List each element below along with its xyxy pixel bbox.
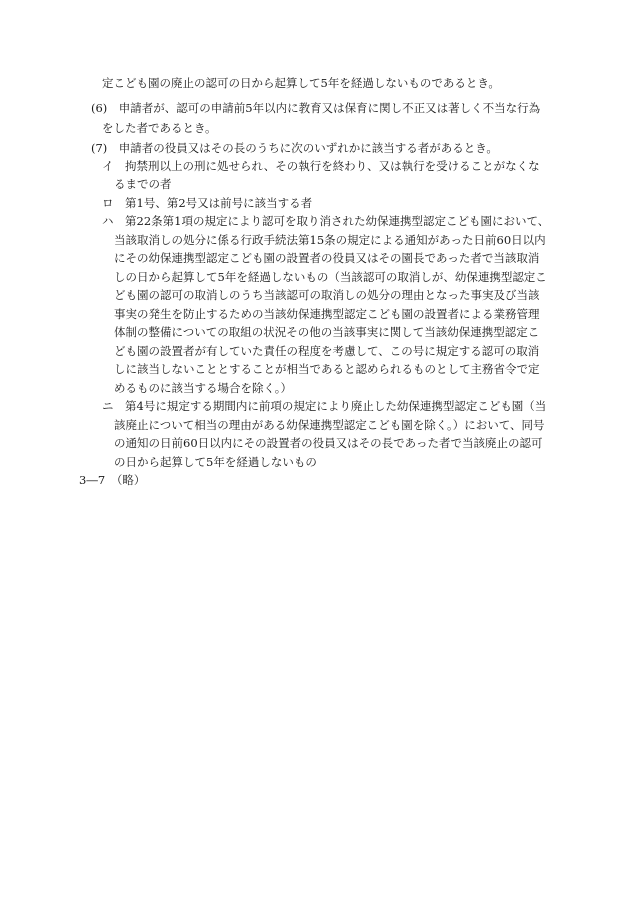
text-line: めるものに該当する場合を除く。） (114, 381, 293, 395)
text-line: 定こども園の廃止の認可の日から起算して5年を経過しないものであるとき。 (102, 76, 500, 90)
subitem-ni-line: ニ 第4号に規定する期間内に前項の規定により廃止した幼保連携型認定こども園（当 (102, 399, 547, 413)
text-line: ども園の設置者が有していた責任の程度を考慮して、この号に規定する認可の取消 (114, 344, 540, 358)
subitem-ha-line: ハ 第22条第1項の規定により認可を取り消された幼保連携型認定こども園において、 (102, 214, 550, 228)
text-line: 事実の発生を防止するための当該幼保連携型認定こども園の設置者による業務管理 (114, 307, 540, 321)
text-line: 該廃止について相当の理由がある幼保連携型認定こども園を除く。）において、同号 (114, 418, 545, 432)
text-line: にその幼保連携型認定こども園の設置者の役員又はその園長であった者で当該取消 (114, 251, 540, 265)
text-line: の日から起算して5年を経過しないもの (114, 455, 317, 469)
item-6-line: (6) 申請者が、認可の申請前5年以内に教育又は保育に関し不正又は著しく不当な行為 (91, 101, 541, 115)
subitem-ro-line: ロ 第1号、第2号又は前号に該当する者 (102, 196, 313, 210)
item-7-line: (7) 申請者の役員又はその長のうちに次のいずれかに該当する者があるとき。 (91, 141, 498, 155)
text-line: しに該当しないこととすることが相当であると認められるものとして主務省令で定 (114, 362, 540, 376)
text-line: るまでの者 (114, 177, 172, 191)
text-line: の通知の日前60日以内にその設置者の役員又はその長であった者で当該廃止の認可 (114, 436, 543, 450)
text-line: ども園の認可の取消しのうち当該認可の取消しの処分の理由となった事実及び当該 (114, 288, 540, 302)
text-line: 当該取消しの処分に係る行政手続法第15条の規定による通知があった日前60日以内 (114, 233, 546, 247)
section-3-7-line: 3―7 （略） (79, 473, 146, 487)
text-line: しの日から起算して5年を経過しないもの（当該認可の取消しが、幼保連携型認定こ (114, 270, 547, 284)
subitem-i-line: イ 拘禁刑以上の刑に処せられ、その執行を終わり、又は執行を受けることがなくな (102, 159, 540, 173)
text-line: 体制の整備についての取組の状況その他の当該事実に関して当該幼保連携型認定こ (114, 325, 540, 339)
text-line: をした者であるとき。 (102, 121, 217, 135)
